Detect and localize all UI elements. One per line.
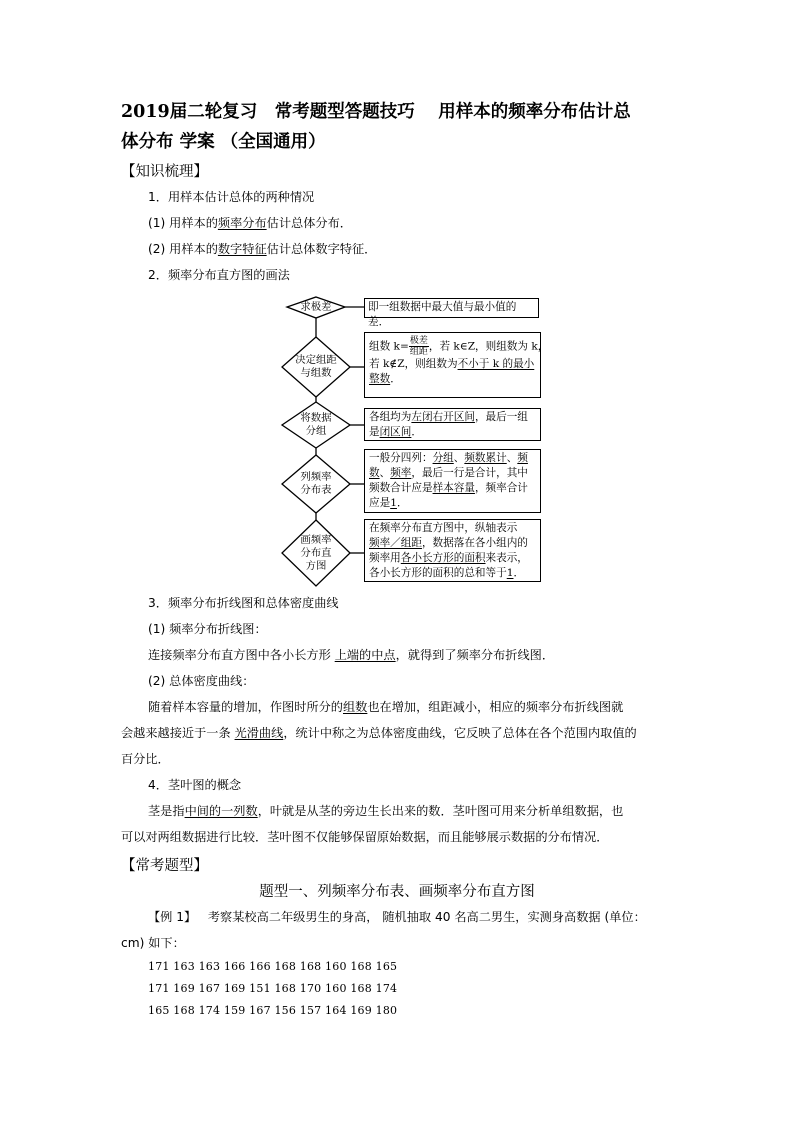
flow-step-4-desc-box <box>364 449 541 513</box>
example-1-line2: cm) 如下： <box>121 936 185 950</box>
item-3-heading: 3．频率分布折线图和总体密度曲线 <box>148 596 339 610</box>
section-heading-knowledge: 【知识梳理】 <box>121 164 208 180</box>
data-row-1: 171 163 163 166 166 168 168 160 168 165 <box>148 960 398 973</box>
flow-step-1-desc: 即一组数据中最大值与最小值的差． <box>368 301 517 328</box>
item-4-body-line1: 茎是指中间的一列数，叶就是从茎的旁边生长出来的数．茎叶图可用来分析单组数据，也 <box>148 804 624 818</box>
flow-step-1-label: 求极差 <box>300 301 332 313</box>
flow-step-5-desc: 在频率分布直方图中，纵轴表示 频率／组距，数据落在各小组内的 频率用各小长方形的面积来表示， 各小长方形的面积的总和等于1． <box>369 522 528 579</box>
item-3b-body-line2: 会越来越接近于一条 光滑曲线，统计中称之为总体密度曲线，它反映了总体在各个范围内取值的 <box>121 726 637 740</box>
item-1a: (1) 用样本的频率分布估计总体分布． <box>148 216 352 230</box>
data-row-2: 171 169 167 169 151 168 170 160 168 174 <box>148 982 398 995</box>
flow-step-2-desc-box <box>364 332 549 398</box>
item-3a-heading: (1) 频率分布折线图： <box>148 622 267 636</box>
doc-title-line1: 2019届二轮复习 常考题型答题技巧 用样本的频率分布估计总 <box>121 102 631 122</box>
item-3b-heading: (2) 总体密度曲线： <box>148 674 255 688</box>
example-label: 【例 1】 <box>148 910 197 924</box>
doc-title-line2: 体分布 学案 （全国通用） <box>121 132 326 152</box>
item-4-body-line2: 可以对两组数据进行比较．茎叶图不仅能够保留原始数据，而且能够展示数据的分布情况． <box>121 830 609 844</box>
flow-step-1-desc-box <box>364 298 539 328</box>
section-heading-common-types: 【常考题型】 <box>121 858 208 874</box>
flow-step-2-label: 决定组距 与组数 <box>295 354 337 379</box>
flow-step-2-desc: 组数 k= $\frac{\text{极差}}{\text{组距}}$ ，若 k∈Z，则组数为 k， 若 k∉Z，则组数为不小于 k 的最小 整数． <box>369 336 549 385</box>
topic-heading: 题型一、列频率分布表、画频率分布直方图 <box>259 884 535 900</box>
item-3b-body-line3: 百分比． <box>121 752 170 766</box>
flow-step-5-desc-box <box>364 519 541 582</box>
flow-step-3-label: 将数据 分组 <box>300 412 332 437</box>
item-1b: (2) 用样本的数字特征估计总体数字特征． <box>148 242 377 256</box>
example-1-line1: 【例 1】 考察某校高二年级男生的身高， 随机抽取 40 名高二男生，实测身高数据 (单位： <box>148 910 646 924</box>
flow-step-4-desc: 一般分四列：分组、频数累计、频 数、频率，最后一行是合计，其中 频数合计应是样本容量，频率合计 应是1． <box>369 452 528 509</box>
flow-step-5-label: 画频率 分布直 方图 <box>300 534 332 572</box>
item-4-heading: 4．茎叶图的概念 <box>148 778 242 792</box>
item-3a-body: 连接频率分布直方图中各小长方形 上端的中点，就得到了频率分布折线图． <box>148 648 555 662</box>
item-2-heading: 2．频率分布直方图的画法 <box>148 268 290 282</box>
item-1-heading: 1．用样本估计总体的两种情况 <box>148 190 315 204</box>
item-3b-body-line1: 随着样本容量的增加，作图时所分的组数也在增加，组距减小，相应的频率分布折线图就 <box>148 700 624 714</box>
flow-step-3-desc: 各组均为左闭右开区间，最后一组 是闭区间． <box>369 411 528 438</box>
data-row-3: 165 168 174 159 167 156 157 164 169 180 <box>148 1004 398 1017</box>
flow-step-4-label: 列频率 分布表 <box>300 471 332 496</box>
flow-step-3-desc-box <box>364 408 541 441</box>
